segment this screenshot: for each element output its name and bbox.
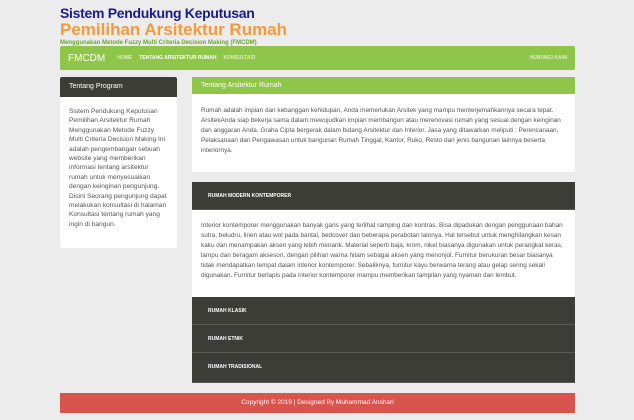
nav-logo[interactable]: FMCDM	[68, 52, 106, 64]
nav-konsultasi[interactable]: KONSULTASI	[223, 55, 256, 61]
main-title: Tentang Arsitektur Rumah	[192, 77, 575, 94]
brand-title: Sistem Pendukung Keputusan	[60, 5, 255, 21]
nav-home[interactable]: HOME	[117, 55, 133, 61]
main-body: Rumah adalah impian dan kebanggan kehidupan, Anda memerlukan Arsitek yang mampu menterjemahkannya secara tepat. ArsitekAnda siap bekerja sama dalam mewujudkan impian membangun atau merenovasi rumah yang sesuai dengan keinginan dan anggaran Anda. Graha Cipta bergerak dalam bidang Arsitektur dan Interior. Jasa yang ditawarkan meliputi : Perencanaan, Pelaksanaan dan Pengawasan untuk bangunan Rumah Tinggal, Kantor, Ruko, Resto dan jenis bangunan lainnya beserta interiornya.	[201, 107, 561, 154]
brand-subtitle: Pemilihan Arsitektur Rumah	[60, 20, 288, 39]
footer: Copyright © 2019 | Designed By Muhammad Anshari	[60, 393, 575, 413]
accordion	[192, 182, 575, 383]
brand-tagline: Menggunakan Metode Fuzzy Multi Criteria Decision Making (FMCDM)	[60, 40, 257, 46]
nav-tentang-arsitektur[interactable]: TENTANG ARSITEKTUR RUMAH	[139, 55, 217, 61]
sidebar-panel	[60, 77, 177, 248]
accordion-header-etnik[interactable]: RUMAH ETNIK	[192, 325, 575, 353]
nav-hubungi-kami[interactable]: HUBUNGI KAMI	[529, 55, 567, 61]
accordion-body-modern: Interior kontemporer menggunakan banyak garis yang terlihat ramping dan kontras. Bisa dipadukan dengan penggunaan bahan sutra, beludru, linen atau wol pada bantal, bedcover dan beberapa perabotan lainnya. Hal tersebut untuk menghilangkan kesan kaku dan menampakan aksen yang lebih menarik. Material seperti baja, krom, nikel biasanya digunakan untuk perangkat keras, lampu dan beragam aksesori, dengan pilihan warna hitam sebagai aksen yang menonjol. Furnitur berukuran besar biasanya tidak mendapatkan tempat dalam interior kontemporer. Sebaliknya, furnitur kayu berwarna terang atau gelap sering sekali digunakan. Furnitur berlapis pada interior kontemporer mampu memberikan tampilan yang nyaman dan lembut.	[192, 210, 575, 297]
sidebar-title: Tentang Program	[60, 77, 177, 97]
accordion-header-modern[interactable]: RUMAH MODERN KONTEMPORER	[192, 182, 575, 210]
accordion-header-tradisional[interactable]: RUMAH TRADISIONAL	[192, 353, 575, 383]
accordion-header-klasik[interactable]: RUMAH KLASIK	[192, 297, 575, 325]
navbar	[60, 46, 575, 70]
site-brand	[60, 6, 287, 47]
main-panel	[192, 77, 575, 172]
sidebar-body: Sistem Pendukung Keputusan Pemilihan Arsitektur Rumah Menggunakan Metode Fuzzy Multi Criteria Decision Making Ini adalah pengembangan sebuah website yang memberikan informasi tentang arsitektur rumah untuk menyesuaikan dengan keinginan pengunjung. Disini Seorang pengunjung dapat melakukan konsultasi di halaman Konsultasi tentang rumah yang ingin di bangun.	[69, 108, 167, 228]
